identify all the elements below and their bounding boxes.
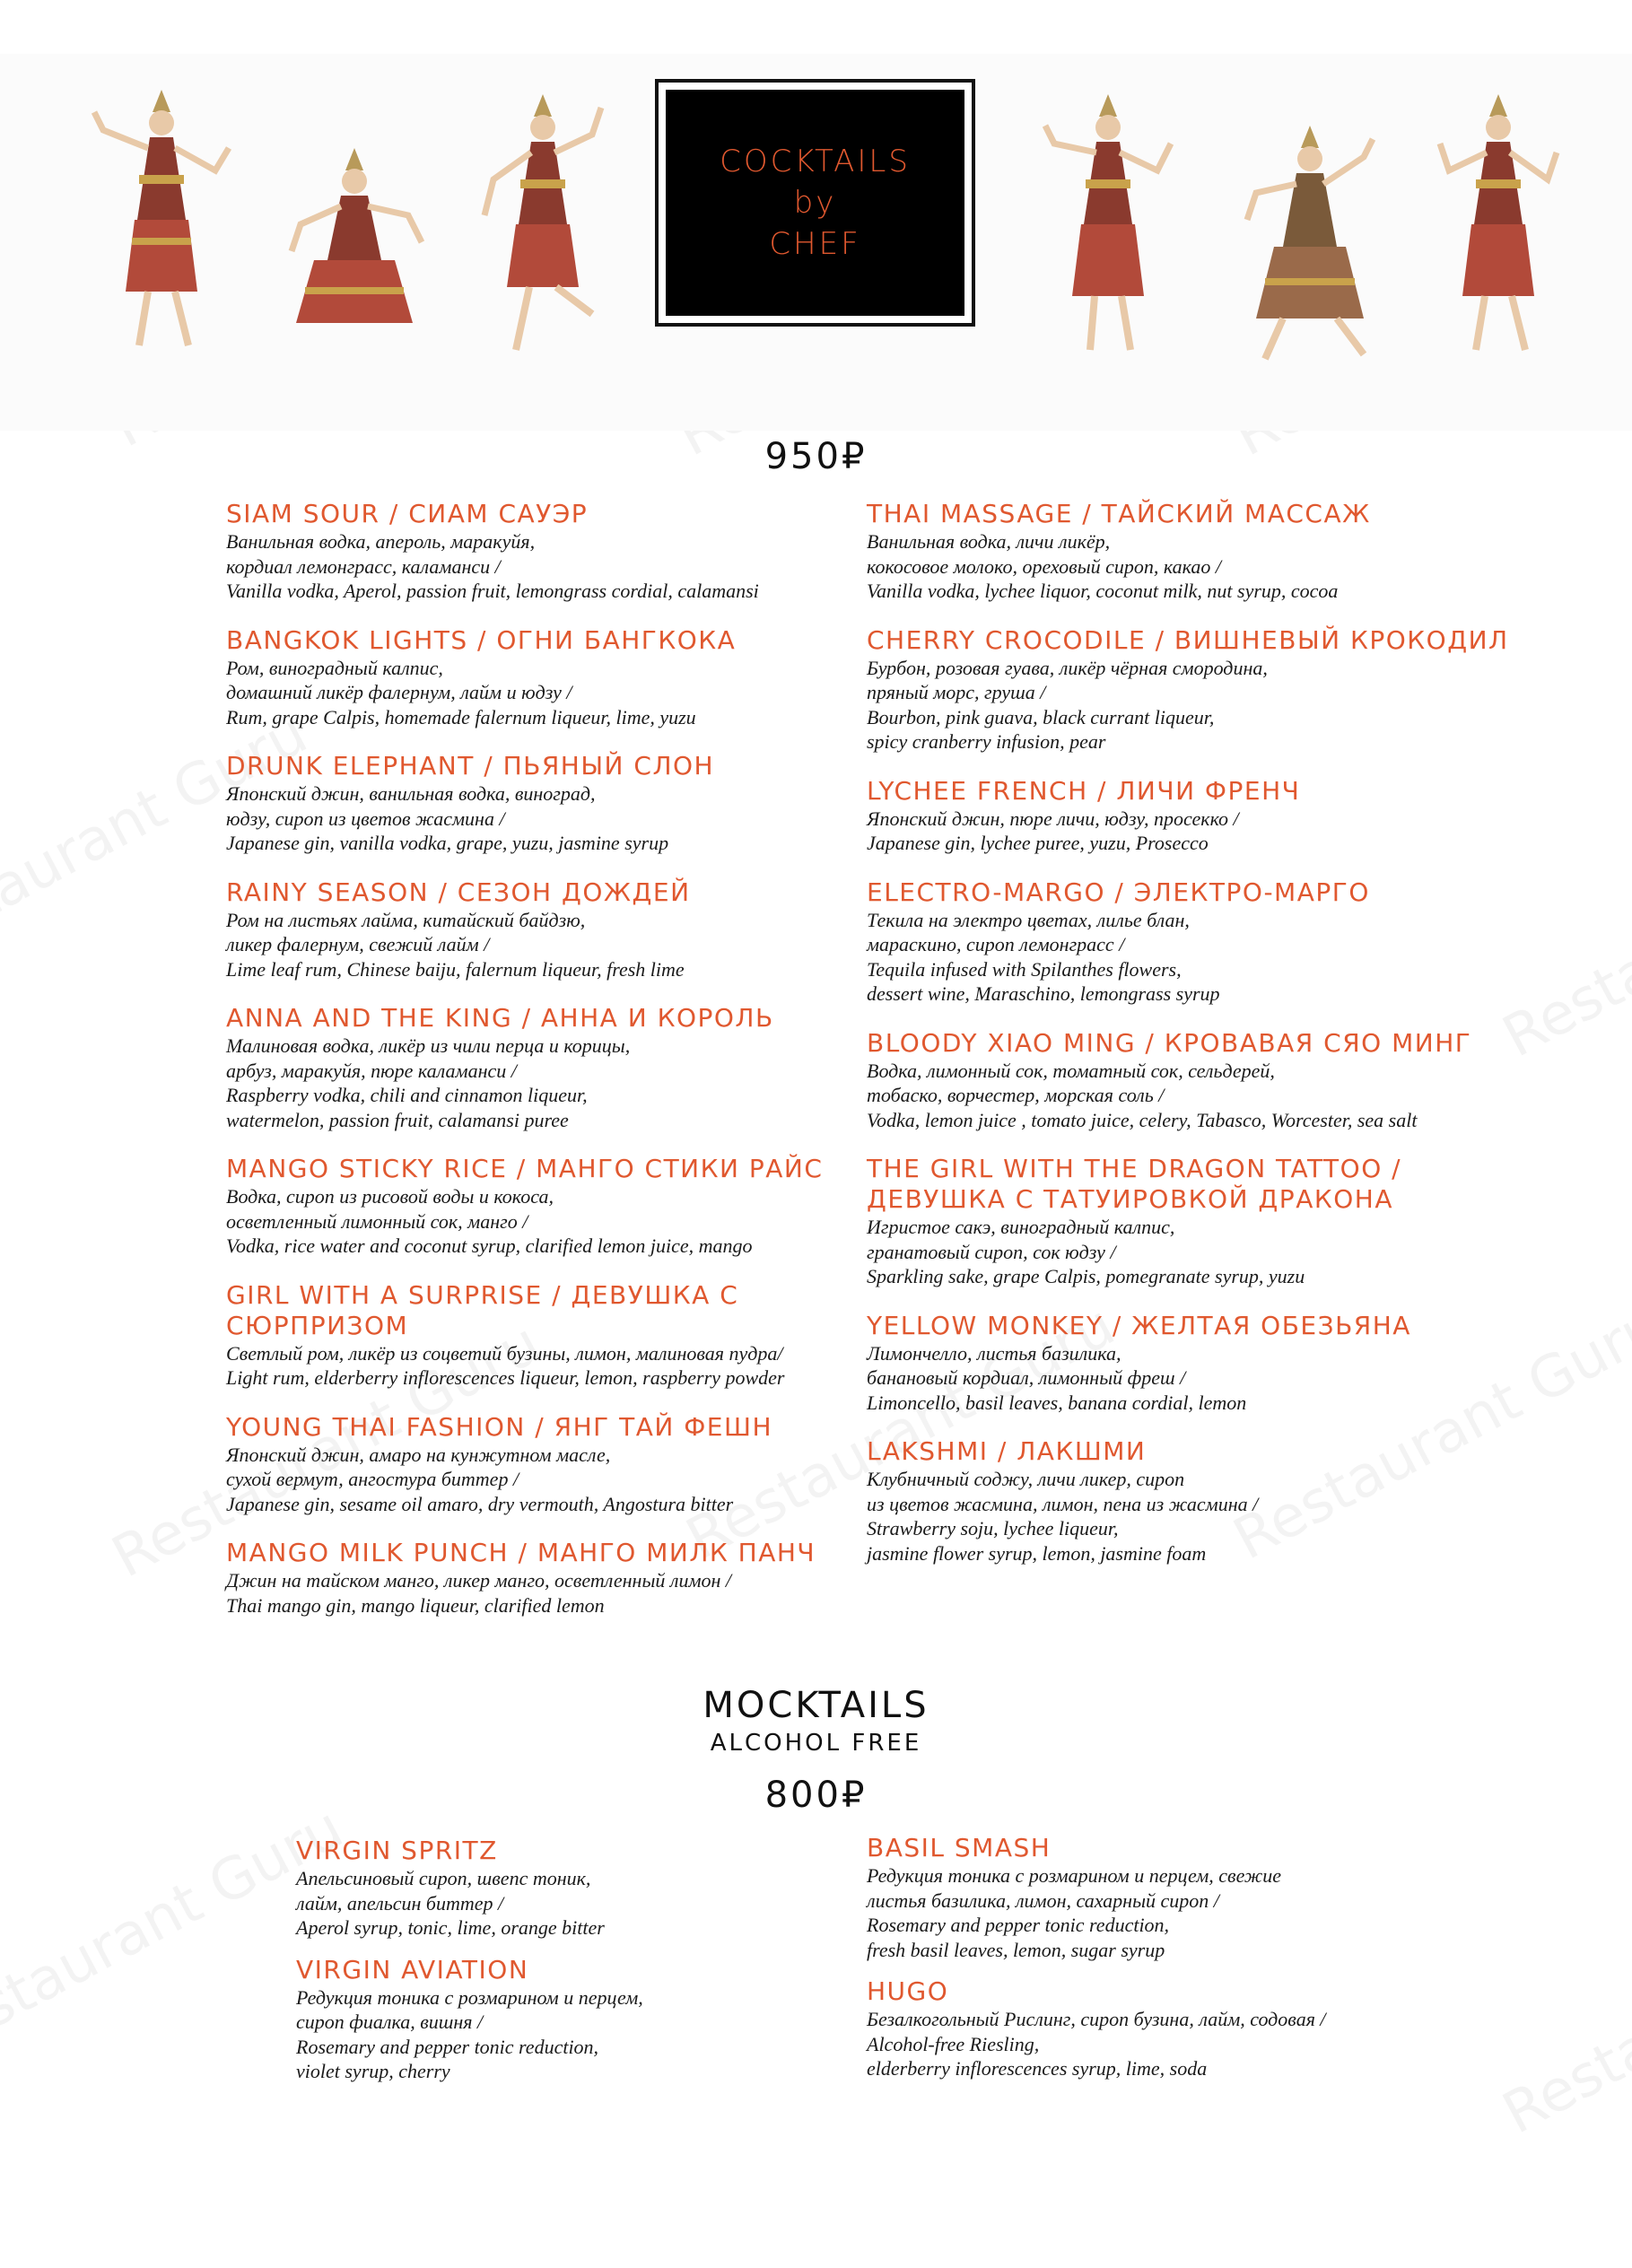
menu-item — [226, 751, 854, 856]
cocktails-title-panel — [666, 90, 964, 316]
thai-dancer-illustration — [278, 144, 431, 350]
title-line: CHEF — [769, 226, 861, 262]
cocktails-title-box — [655, 79, 975, 327]
item-name: VIRGIN AVIATION — [296, 1954, 529, 1984]
item-name: VIRGIN SPRITZ — [296, 1836, 498, 1865]
item-name: CHERRY CROCODILE / ВИШНЕВЫЙ КРОКОДИЛ — [867, 624, 1509, 655]
item-description: Клубничный соджу, личи ликер, сироп из цветов жасмина, лимон, пена из жасмина / Strawberry soju, lychee liqueur, jasmine flower syrup, lemon, jasmine foam — [867, 1468, 1259, 1565]
menu-item — [226, 1154, 854, 1259]
menu-item — [226, 1538, 854, 1618]
item-name: GIRL WITH A SURPRISE / ДЕВУШКА С СЮРПРИЗОМ — [226, 1279, 739, 1340]
menu-item — [867, 1311, 1584, 1416]
item-description: Игристое сакэ, виноградный калпис, гранатовый сироп, сок юдзу / Sparkling sake, grape Calpis, pomegranate syrup, yuzu — [867, 1216, 1305, 1287]
item-description: Малиновая водка, ликёр из чили перца и корицы, арбуз, маракуйя, пюре каламанси / Raspberry vodka, chili and cinnamon liqueur, watermelon, passion fruit, calamansi puree — [226, 1034, 631, 1131]
menu-item — [296, 1836, 834, 1941]
menu-item — [867, 776, 1584, 856]
item-name: MANGO MILK PUNCH / МАНГО МИЛК ПАНЧ — [226, 1538, 816, 1567]
item-name: SIAM SOUR / СИАМ САУЭР — [226, 499, 589, 528]
item-name: LAKSHMI / ЛАКШМИ — [867, 1436, 1147, 1466]
item-description: Ром на листьях лайма, китайский байдзю, ликер фалернум, свежий лайм / Lime leaf rum, Chinese baiju, falernum liqueur, fresh lime — [226, 908, 685, 981]
menu-item — [226, 1280, 854, 1391]
item-name: DRUNK ELEPHANT / ПЬЯНЫЙ СЛОН — [226, 751, 715, 781]
menu-item — [226, 625, 854, 730]
item-description: Водка, лимонный сок, томатный сок, сельдерей, тобаско, ворчестер, морская соль / Vodka, lemon juice , tomato juice, celery, Tabasco, Worcester, sea salt — [867, 1059, 1418, 1131]
mocktails-left-column — [296, 1836, 834, 2106]
item-description: Ванильная водка, личи ликёр, кокосовое молоко, ореховый сироп, какао / Vanilla vodka, lychee liquor, coconut milk, nut syrup, cocoa — [867, 530, 1339, 602]
item-name: LYCHEE FRENCH / ЛИЧИ ФРЕНЧ — [867, 775, 1301, 806]
menu-item — [867, 1436, 1584, 1566]
menu-item — [296, 1955, 834, 2084]
item-description: Бурбон, розовая гуава, ликёр чёрная смородина, пряный морс, груша / Bourbon, pink guava, black currant liqueur, spicy cranberry infusion, pear — [867, 656, 1268, 753]
title-line: by — [793, 185, 837, 221]
item-name: HUGO — [867, 1976, 949, 2006]
menu-item — [867, 1833, 1549, 1962]
cocktails-price: 950₽ — [764, 436, 868, 477]
menu-item — [867, 625, 1584, 755]
thai-dancer-illustration — [1422, 90, 1575, 359]
menu-item — [867, 499, 1584, 604]
item-description: Водка, сироп из рисовой воды и кокоса, осветленный лимонный сок, манго / Vodka, rice water and coconut syrup, clarified lemon juice, mango — [226, 1185, 753, 1257]
item-name: ANNA AND THE KING / АННА И КОРОЛЬ — [226, 1003, 774, 1033]
item-description: Ром, виноградный калпис, домашний ликёр фалернум, лайм и юдзу / Rum, grape Calpis, homemade falernum liqueur, lime, yuzu — [226, 656, 696, 728]
item-name: BASIL SMASH — [867, 1833, 1052, 1862]
item-name: YELLOW MONKEY / ЖЕЛТАЯ ОБЕЗЬЯНА — [867, 1310, 1411, 1340]
item-name: BANGKOK LIGHTS / ОГНИ БАНГКОКА — [226, 624, 737, 655]
item-description: Текила на электро цветах, лилье блан, мараскино, сироп лемонграсс / Tequila infused with Spilanthes flowers, dessert wine, Maraschino, lemongrass syrup — [867, 908, 1220, 1005]
menu-item — [867, 1154, 1584, 1289]
item-name: THE GIRL WITH THE DRAGON TATTOO / ДЕВУШКА С ТАТУИРОВКОЙ ДРАКОНА — [867, 1154, 1402, 1214]
item-description: Джин на тайском манго, ликер манго, осветленный лимон / Thai mango gin, mango liqueur, clarified lemon — [226, 1569, 732, 1617]
title-line: COCKTAILS — [720, 144, 911, 179]
menu-item — [867, 1028, 1584, 1133]
item-name: THAI MASSAGE / ТАЙСКИЙ МАССАЖ — [867, 499, 1371, 528]
item-name: ELECTRO-MARGO / ЭЛЕКТРО-МАРГО — [867, 877, 1370, 907]
cocktails-left-column — [226, 499, 854, 1639]
thai-dancer-illustration — [85, 85, 238, 354]
item-description: Японский джин, пюре личи, юдзу, просекко / Japanese gin, lychee puree, yuzu, Prosecco — [867, 807, 1239, 854]
mocktails-right-column — [867, 1833, 1549, 2103]
mocktails-title: MOCKTAILS — [703, 1685, 929, 1726]
mocktails-subtitle: ALCOHOL FREE — [710, 1730, 922, 1757]
item-name: BLOODY XIAO MING / КРОВАВАЯ СЯО МИНГ — [867, 1027, 1472, 1058]
item-description: Светлый ром, ликёр из соцветий бузины, лимон, малиновая пудра/ Light rum, elderberry inflorescences liqueur, lemon, raspberry powder — [226, 1341, 785, 1389]
menu-item — [867, 877, 1584, 1007]
item-description: Редукция тоника с розмарином и перцем, сироп фиалка, вишня / Rosemary and pepper tonic reduction, violet syrup, cherry — [296, 1985, 643, 2082]
menu-item — [226, 499, 854, 604]
item-description: Японский джин, ванильная водка, виноград, юдзу, сироп из цветов жасмина / Japanese gin, vanilla vodka, grape, yuzu, jasmine syrup — [226, 782, 669, 854]
item-description: Безалкогольный Рислинг, сироп бузина, лайм, содовая / Alcohol-free Riesling, elderberry inflorescences syrup, lime, soda — [867, 2008, 1326, 2080]
thai-dancer-illustration — [1220, 121, 1400, 363]
menu-item — [226, 1003, 854, 1132]
item-description: Редукция тоника с розмарином и перцем, свежие листья базилика, лимон, сахарный сироп / Rosemary and pepper tonic reduction, fresh basil leaves, lemon, sugar syrup — [867, 1864, 1282, 1961]
cocktails-right-column — [867, 499, 1584, 1587]
mocktails-price: 800₽ — [764, 1775, 868, 1816]
item-description: Японский джин, амаро на кунжутном масле, сухой вермут, ангостура биттер / Japanese gin, sesame oil amaro, dry vermouth, Angostura bitter — [226, 1443, 734, 1515]
menu-item — [226, 877, 854, 982]
thai-dancer-illustration — [1032, 90, 1184, 359]
item-name: RAINY SEASON / СЕЗОН ДОЖДЕЙ — [226, 877, 691, 907]
item-description: Ванильная водка, апероль, маракуйя, кордиал лемонграсс, каламанси / Vanilla vodka, Aperol, passion fruit, lemongrass cordial, calamansi — [226, 530, 759, 602]
menu-item — [226, 1412, 854, 1517]
item-name: YOUNG THAI FASHION / ЯНГ ТАЙ ФЕШН — [226, 1411, 772, 1442]
item-description: Лимончелло, листья базилика, банановый кордиал, лимонный фреш / Limoncello, basil leaves, banana cordial, lemon — [867, 1341, 1247, 1414]
item-description: Апельсиновый сироп, швепс тоник, лайм, апельсин биттер / Aperol syrup, tonic, lime, orange bitter — [296, 1867, 605, 1939]
thai-dancer-illustration — [467, 90, 619, 359]
menu-item — [867, 1976, 1549, 2081]
item-name: MANGO STICKY RICE / МАНГО СТИКИ РАЙС — [226, 1154, 824, 1183]
